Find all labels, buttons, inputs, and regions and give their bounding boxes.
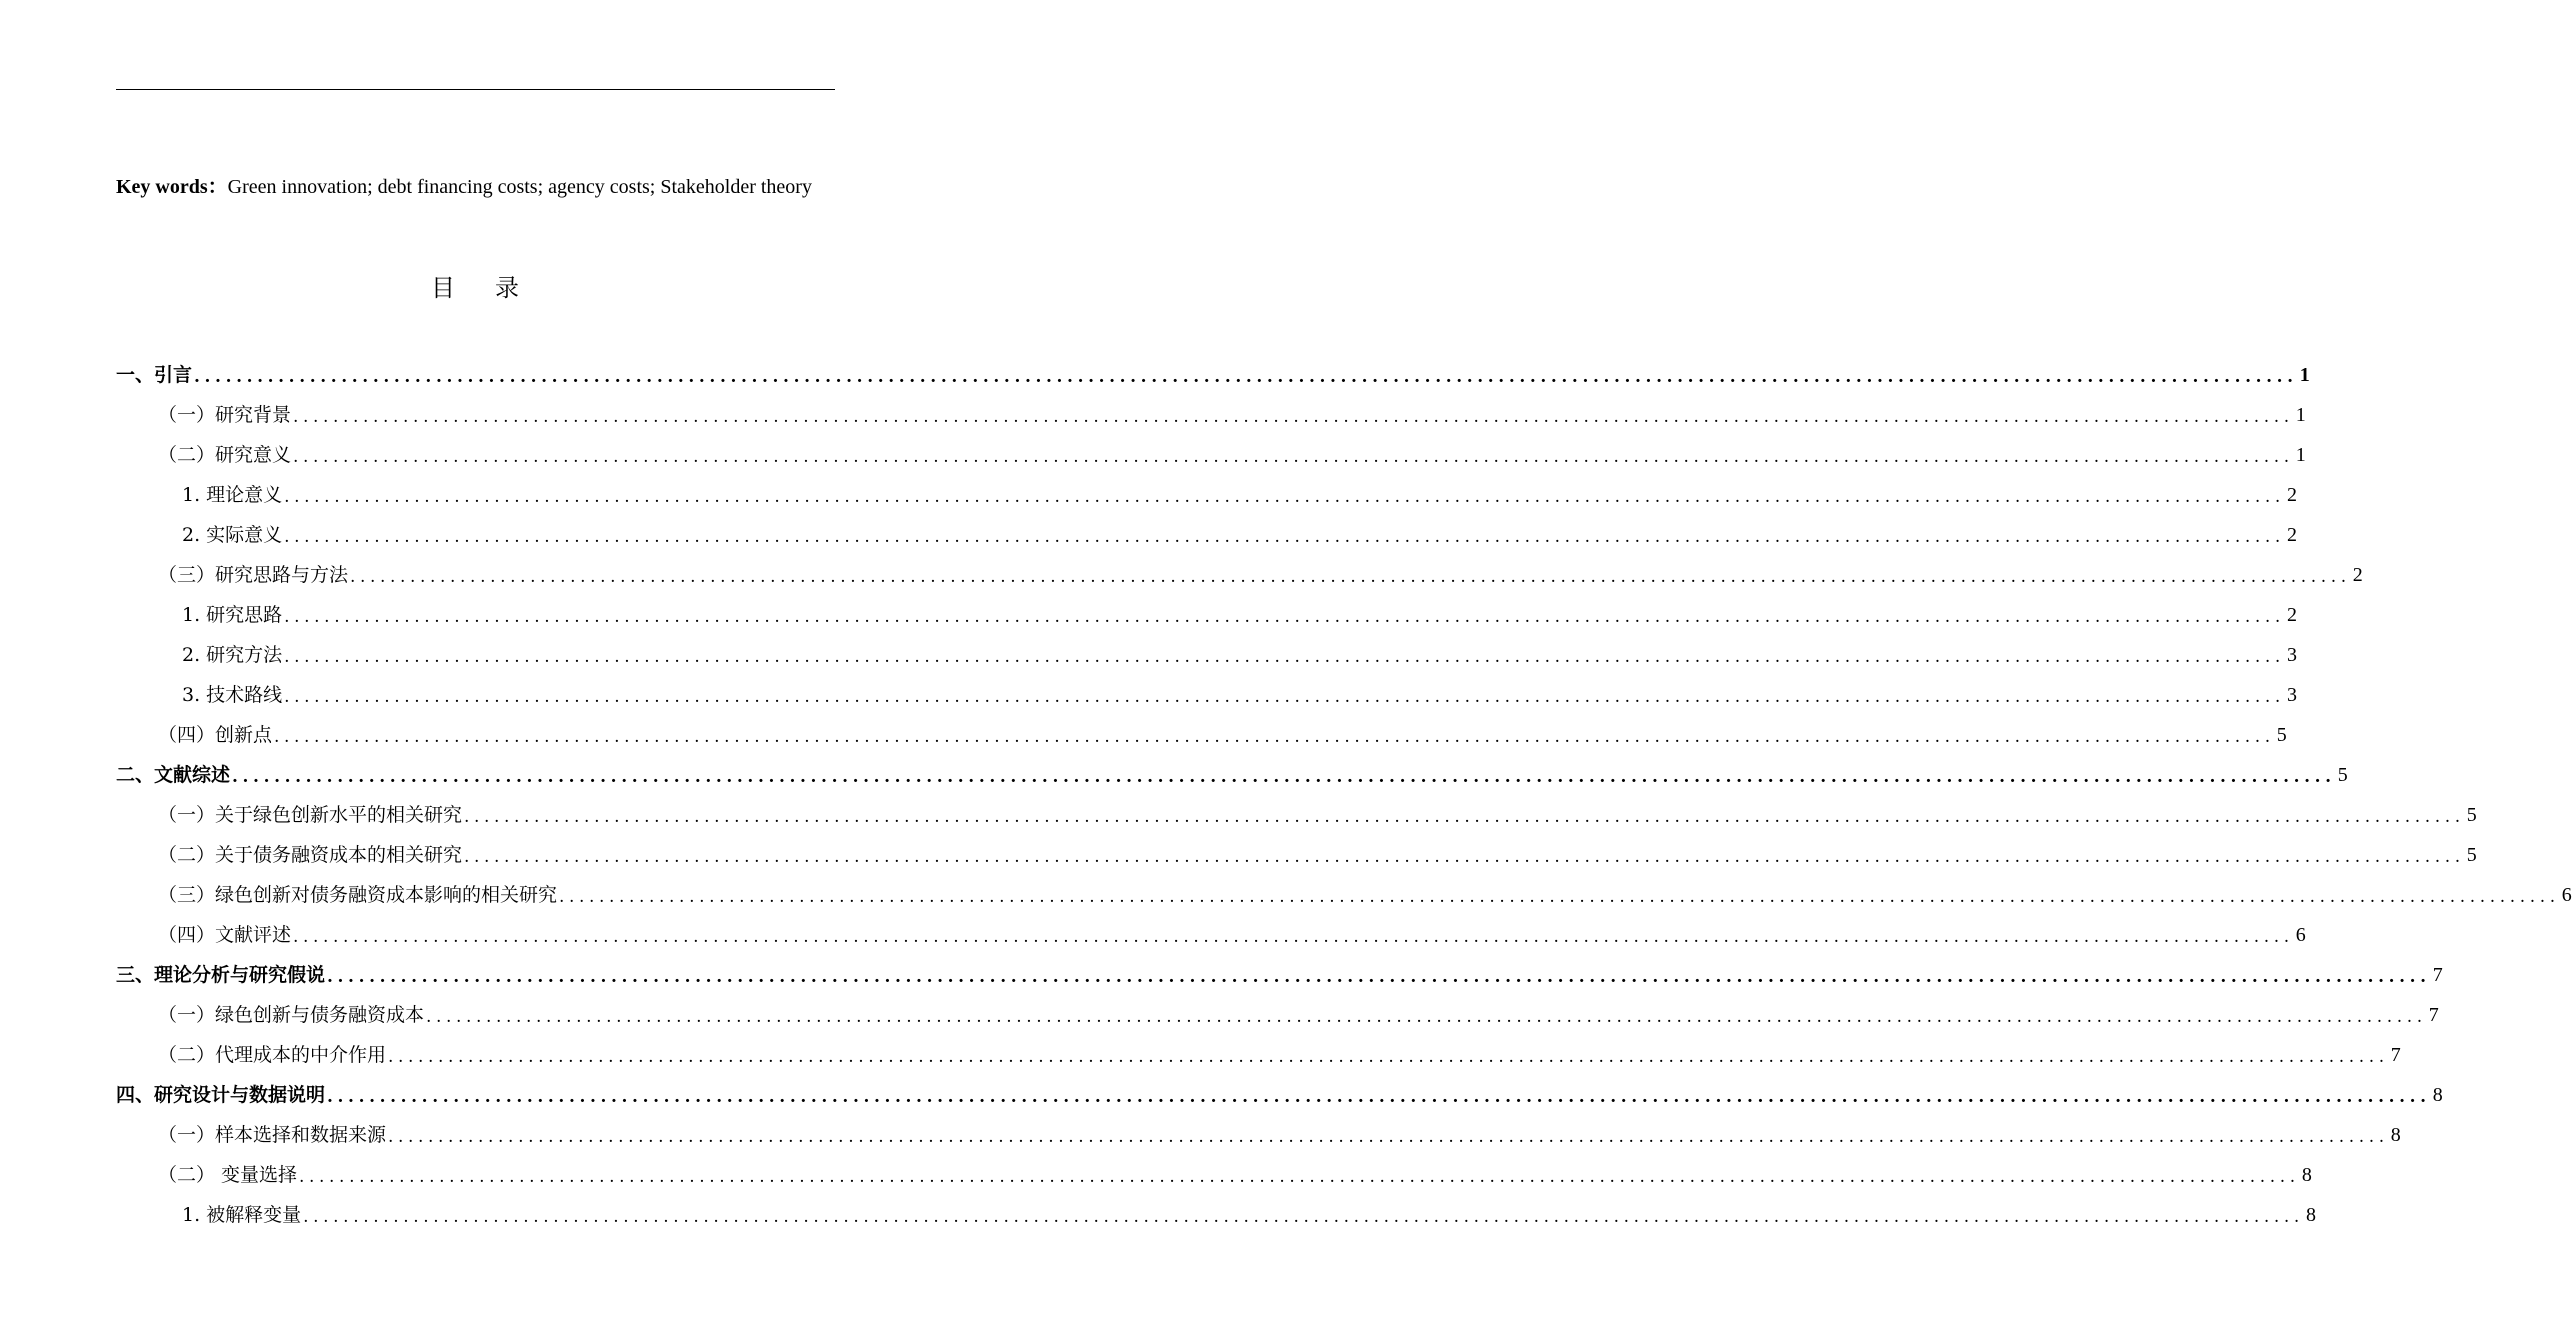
toc-leader-dots: ........................................................................................................................................................................................................ xyxy=(284,687,2285,707)
toc-entry[interactable] xyxy=(116,707,2287,747)
toc-entry[interactable] xyxy=(116,1147,2312,1187)
toc-entry[interactable] xyxy=(116,387,2306,427)
toc-entry-page: 5 xyxy=(2337,764,2348,786)
toc-leader-dots: ........................................................................................................................................................................................................ xyxy=(232,767,2336,787)
toc-entry[interactable] xyxy=(116,1107,2401,1147)
toc-entry-page: 2 xyxy=(2286,524,2297,546)
toc-entry[interactable] xyxy=(116,667,2297,707)
toc-entry-page: 5 xyxy=(2466,804,2477,826)
toc-entry-page: 2 xyxy=(2286,604,2297,626)
toc-leader-dots: ........................................................................................................................................................................................................ xyxy=(284,607,2285,627)
toc-entry-title: 1. 研究思路 xyxy=(182,600,284,627)
toc-entry-title: （一）绿色创新与债务融资成本 xyxy=(158,1000,426,1027)
toc-entry-page: 8 xyxy=(2305,1204,2316,1226)
toc-leader-dots: ........................................................................................................................................................................................................ xyxy=(388,1127,2389,1147)
toc-entry-title: （一）研究背景 xyxy=(158,400,293,427)
header-rule xyxy=(116,89,835,90)
toc-leader-dots: ........................................................................................................................................................................................................ xyxy=(293,447,2294,467)
toc-entry-page: 1 xyxy=(2299,364,2310,386)
toc-entry-page: 8 xyxy=(2301,1164,2312,1186)
toc-entry-title: （三）绿色创新对债务融资成本影响的相关研究 xyxy=(158,880,559,907)
toc-leader-dots: ........................................................................................................................................................................................................ xyxy=(327,1087,2431,1107)
toc-leader-dots: ........................................................................................................................................................................................................ xyxy=(388,1047,2389,1067)
toc-entry[interactable] xyxy=(116,907,2306,947)
toc-entry-title: 二、文献综述 xyxy=(116,760,232,787)
toc-entry-page: 8 xyxy=(2390,1124,2401,1146)
toc-entry-title: 四、研究设计与数据说明 xyxy=(116,1080,327,1107)
toc-leader-dots: ........................................................................................................................................................................................................ xyxy=(293,407,2294,427)
toc-entry-title: 1. 理论意义 xyxy=(182,480,284,507)
toc-entry-page: 7 xyxy=(2432,964,2443,986)
toc-entry-title: 2. 实际意义 xyxy=(182,520,284,547)
toc-leader-dots: ........................................................................................................................................................................................................ xyxy=(327,967,2431,987)
toc-entry-page: 7 xyxy=(2390,1044,2401,1066)
toc-leader-dots: ........................................................................................................................................................................................................ xyxy=(299,1167,2300,1187)
toc-leader-dots: ........................................................................................................................................................................................................ xyxy=(464,847,2465,867)
toc-title: 目录 xyxy=(431,274,559,302)
toc-entry-title: （二）研究意义 xyxy=(158,440,293,467)
toc-leader-dots: ........................................................................................................................................................................................................ xyxy=(194,367,2298,387)
toc-entry-page: 3 xyxy=(2286,644,2297,666)
toc-entry-title: 三、理论分析与研究假说 xyxy=(116,960,327,987)
toc-entry[interactable] xyxy=(116,1027,2401,1067)
toc-entry-title: （四）创新点 xyxy=(158,720,274,747)
toc-entry[interactable] xyxy=(116,987,2439,1027)
toc-entry[interactable] xyxy=(116,427,2306,467)
toc-entry[interactable] xyxy=(116,587,2297,627)
toc-entry-title: （一）样本选择和数据来源 xyxy=(158,1120,388,1147)
toc-entry[interactable] xyxy=(116,747,2348,787)
toc-entry[interactable] xyxy=(116,1067,2443,1107)
toc-entry-title: 2. 研究方法 xyxy=(182,640,284,667)
keywords-paragraph xyxy=(116,172,835,203)
toc-entry-page: 1 xyxy=(2295,404,2306,426)
toc-entry-page: 3 xyxy=(2286,684,2297,706)
toc-leader-dots: ........................................................................................................................................................................................................ xyxy=(284,487,2285,507)
toc-entry[interactable] xyxy=(116,827,2477,867)
keywords-text: Green innovation; debt financing costs; agency costs; Stakeholder theory xyxy=(227,176,812,198)
keywords-label: Key words： xyxy=(116,176,228,198)
toc-entry-title: （二）代理成本的中介作用 xyxy=(158,1040,388,1067)
toc-entry-title: （一）关于绿色创新水平的相关研究 xyxy=(158,800,464,827)
toc-entry[interactable] xyxy=(116,467,2297,507)
toc-entry[interactable] xyxy=(116,947,2443,987)
toc-entry-title: （四）文献评述 xyxy=(158,920,293,947)
toc-entry-title: （二） 变量选择 xyxy=(158,1160,299,1187)
toc-entry-page: 2 xyxy=(2286,484,2297,506)
toc-entry-page: 2 xyxy=(2352,564,2363,586)
toc-entry-title: 3. 技术路线 xyxy=(182,680,284,707)
toc-entry-title: 1. 被解释变量 xyxy=(182,1200,303,1227)
toc-leader-dots: ........................................................................................................................................................................................................ xyxy=(426,1007,2427,1027)
toc-entry[interactable] xyxy=(116,627,2297,667)
toc-entry[interactable] xyxy=(116,507,2297,547)
toc-entry[interactable] xyxy=(116,347,2310,387)
toc-entry[interactable] xyxy=(116,867,2572,907)
toc-leader-dots: ........................................................................................................................................................................................................ xyxy=(274,727,2275,747)
toc-entry-page: 6 xyxy=(2561,884,2572,906)
toc-leader-dots: ........................................................................................................................................................................................................ xyxy=(284,527,2285,547)
toc-entry[interactable] xyxy=(116,1187,2316,1227)
toc-leader-dots: ........................................................................................................................................................................................................ xyxy=(350,567,2351,587)
toc-entry-title: （二）关于债务融资成本的相关研究 xyxy=(158,840,464,867)
toc-entry-page: 6 xyxy=(2295,924,2306,946)
toc-entry-page: 1 xyxy=(2295,444,2306,466)
toc-entry[interactable] xyxy=(116,547,2363,587)
toc-entry-page: 5 xyxy=(2466,844,2477,866)
toc-leader-dots: ........................................................................................................................................................................................................ xyxy=(559,887,2560,907)
toc-leader-dots: ........................................................................................................................................................................................................ xyxy=(284,647,2285,667)
table-of-contents xyxy=(116,347,2572,1227)
toc-entry-page: 8 xyxy=(2432,1084,2443,1106)
toc-entry-page: 7 xyxy=(2428,1004,2439,1026)
toc-entry-title: （三）研究思路与方法 xyxy=(158,560,350,587)
toc-leader-dots: ........................................................................................................................................................................................................ xyxy=(303,1207,2304,1227)
toc-leader-dots: ........................................................................................................................................................................................................ xyxy=(293,927,2294,947)
toc-entry-page: 5 xyxy=(2276,724,2287,746)
toc-leader-dots: ........................................................................................................................................................................................................ xyxy=(464,807,2465,827)
toc-entry[interactable] xyxy=(116,787,2477,827)
toc-entry-title: 一、引言 xyxy=(116,360,194,387)
